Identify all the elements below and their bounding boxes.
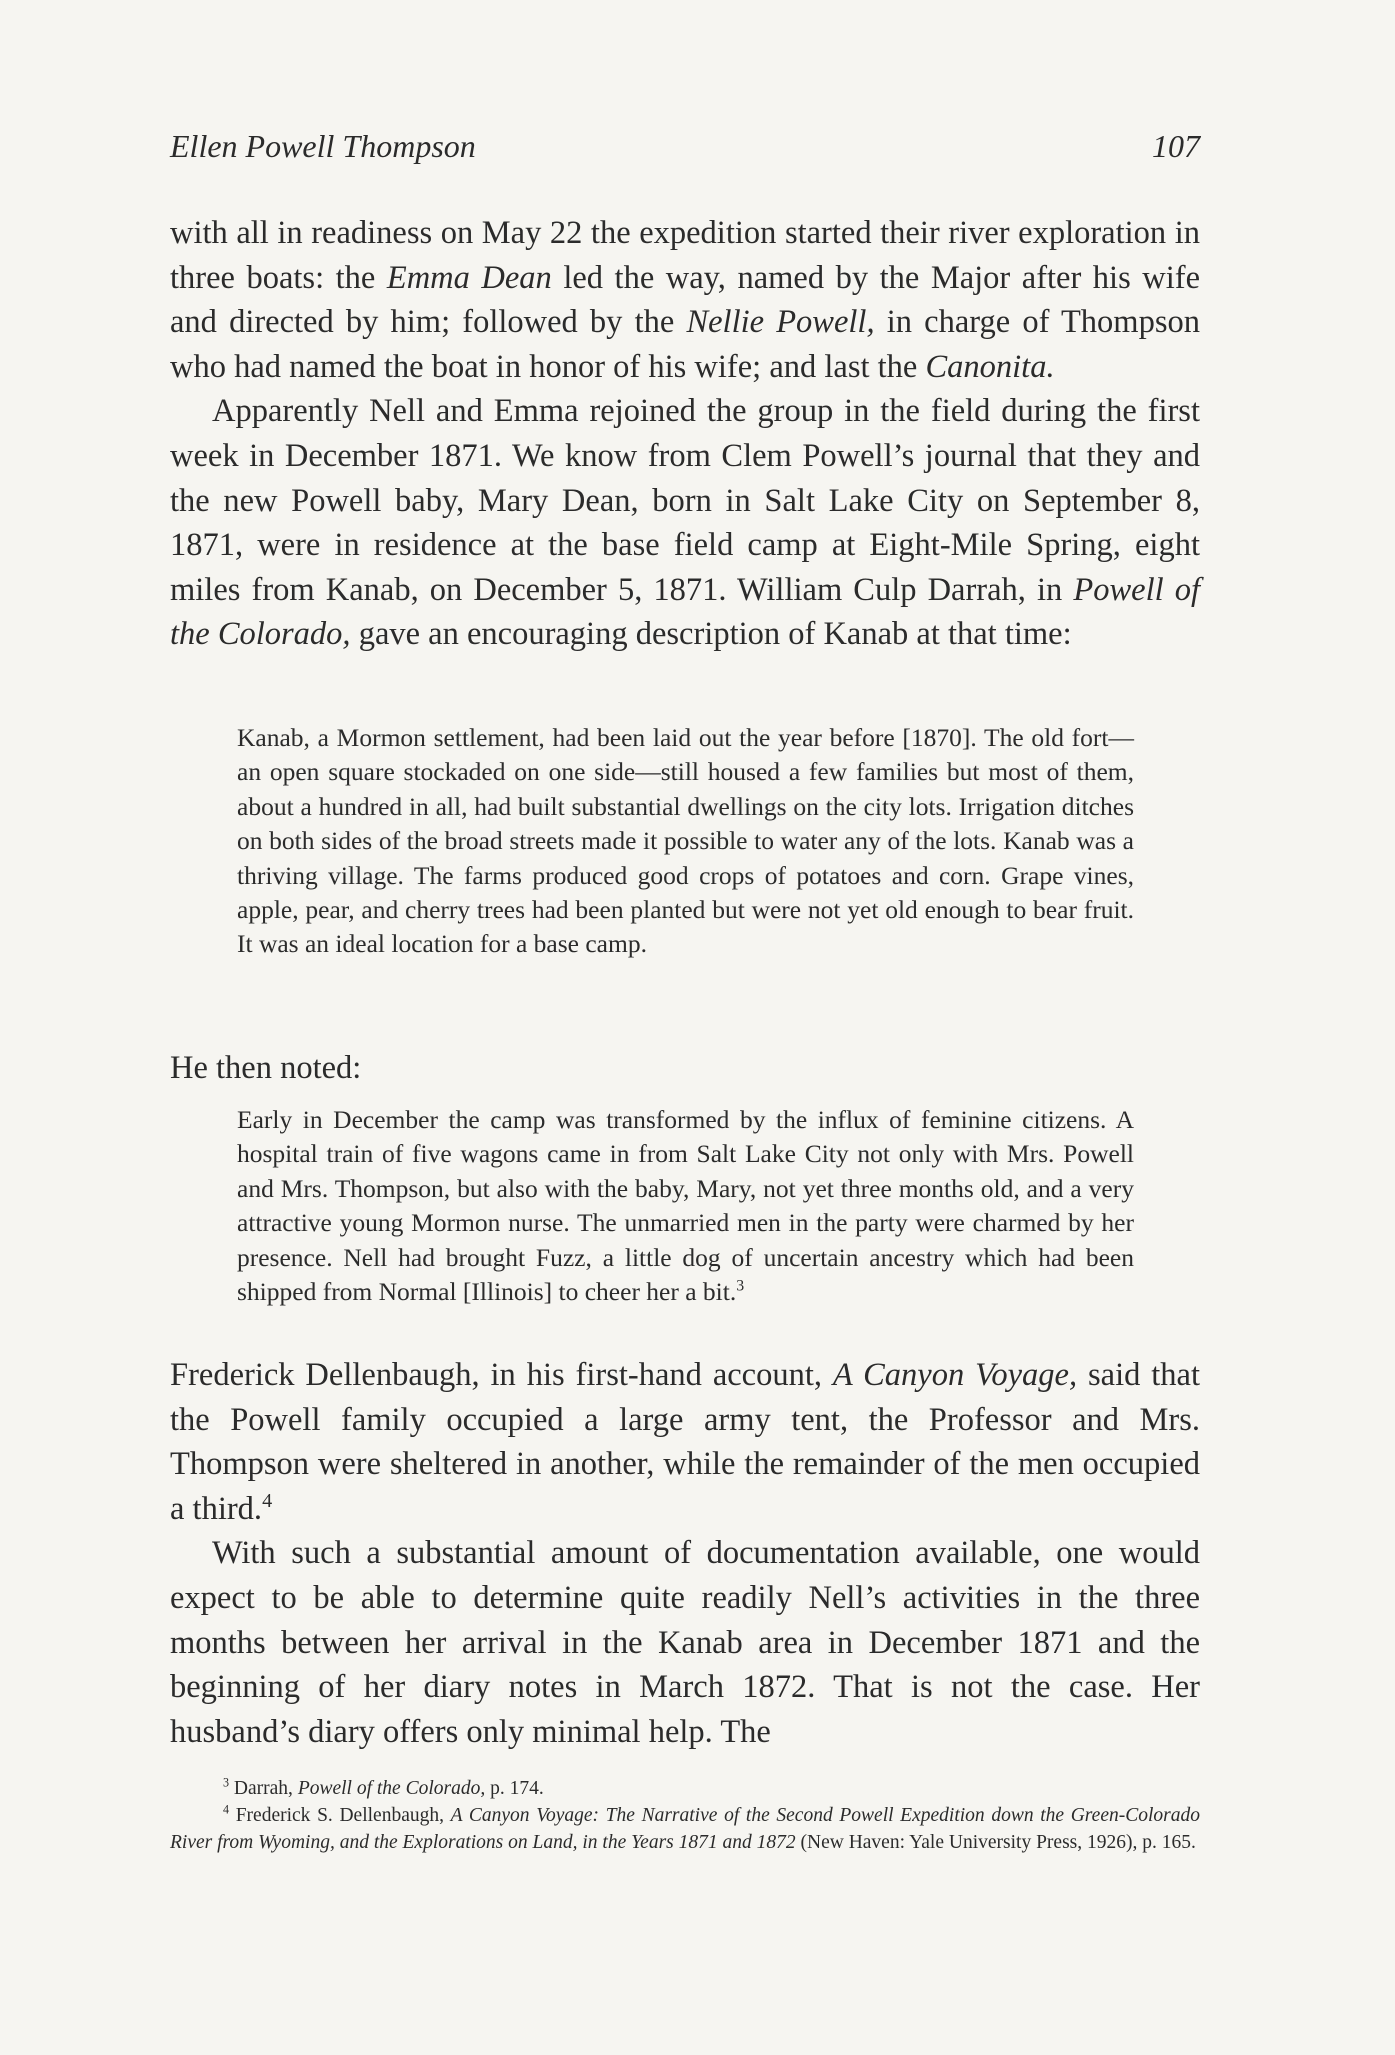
block-quote-2 <box>237 1103 1134 1309</box>
paragraph-4: With such a substantial amount of documentation available, one would expect to be able to determine quite readily Nell’s activities in the three months between her arrival in the Kanab area in December 1871 and the beginning of her diary notes in March 1872. That is not the case. Her husband’s diary offers only minimal help. The <box>170 1535 1200 1750</box>
page-number: 107 <box>1152 128 1200 164</box>
book-title-a-canyon-voyage: A Canyon Voyage, <box>832 1357 1078 1393</box>
footnote-4: $^4$ Frederick S. Dellenbaugh, A Canyon Voyage: The Narrative of the Second Powell Expedition down the Green-Colorado River from Wyoming, and the Explorations on Land, in the Years 1871 and 1872 (New Haven: Yale University Press, 1926), p. 165. <box>170 1802 1200 1853</box>
boat-name-emma-dean: Emma Dean <box>386 259 552 296</box>
paragraph-1: with all in readiness on May 22 the expedition started their river exploration in three boats: the Emma Dean led the way, named by the Major after his wife and directed by him; followed by the Nellie Powell, in charge of Thompson who had named the boat in honor of his wife; and last the Canonita. <box>170 215 1200 385</box>
running-head: Ellen Powell Thompson <box>170 128 476 164</box>
body-section-2 <box>170 1046 1200 1091</box>
footnote-ref-3: 3 <box>736 1277 745 1295</box>
footnotes <box>170 1775 1200 1856</box>
page-header <box>170 128 1200 172</box>
boat-name-canonita: Canonita. <box>925 348 1055 385</box>
paragraph-2: Apparently Nell and Emma rejoined the group in the field during the first week in December 1871. We know from Clem Powell’s journal that they and the new Powell baby, Mary Dean, born in Salt Lake City on September 8, 1871, were in residence at the base field camp at Eight-Mile Spring, eight miles from Kanab, on December 5, 1871. William Culp Darrah, in Powell of the Colorado, gave an encouraging description of Kanab at that time: <box>170 393 1200 653</box>
body-section-3 <box>170 1353 1200 1754</box>
paragraph-he-then-noted: He then noted: <box>170 1050 362 1086</box>
paragraph-3: Frederick Dellenbaugh, in his first-hand account, A Canyon Voyage, said that the Powell family occupied a large army tent, the Professor and Mrs. Thompson were sheltered in another, while the remainder of the men occupied a third.$^4$ <box>170 1357 1201 1527</box>
book-title-powell-of-the-colorado: Powell of the Colorado, <box>170 571 1200 653</box>
footnote-ref-4: 4 <box>262 1489 273 1512</box>
footnote-3: $^3$ Darrah, Powell of the Colorado, p. 174. <box>223 1775 544 1799</box>
block-quote-1 <box>237 721 1134 962</box>
body-section-1 <box>170 211 1200 657</box>
quote-text: Early in December the camp was transformed by the influx of feminine citizens. A hospital train of five wagons came in from Salt Lake City not only with Mrs. Powell and Mrs. Thompson, but also with the baby, Mary, not yet three months old, and a very attractive young Mormon nurse. The unmarried men in the party were charmed by her presence. Nell had brought Fuzz, a little dog of uncertain ancestry which had been shipped from Normal [Illinois] to cheer her a bit.$^3$ <box>237 1105 1134 1307</box>
quote-text: Kanab, a Mormon settlement, had been laid out the year before [1870]. The old fort—an open square stockaded on one side—still housed a few families but most of them, about a hundred in all, had built substantial dwellings on the city lots. Irrigation ditches on both sides of the broad streets made it possible to water any of the lots. Kanab was a thriving village. The farms produced good crops of potatoes and corn. Grape vines, apple, pear, and cherry trees had been planted but were not yet old enough to bear fruit. It was an ideal location for a base camp. <box>237 723 1134 959</box>
boat-name-nellie-powell: Nellie Powell, <box>686 304 875 341</box>
